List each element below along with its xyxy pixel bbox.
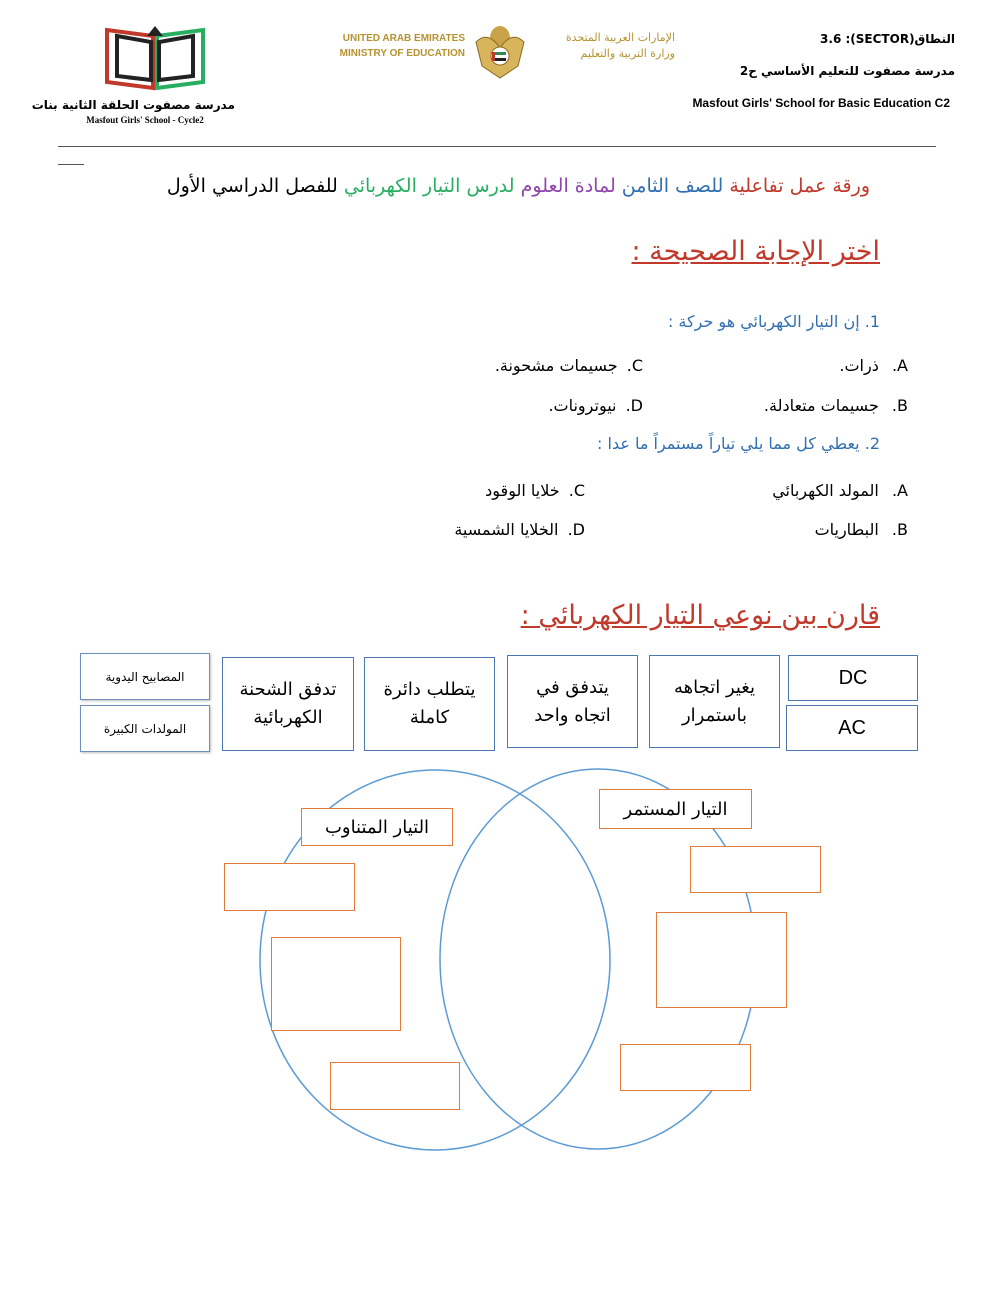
emblem-icon: [472, 20, 528, 82]
section1-heading: اختر الإجابة الصحيحة :: [631, 236, 880, 267]
q1-option-a[interactable]: [839, 356, 908, 375]
ministry-label-en: MINISTRY OF EDUCATION: [339, 48, 465, 59]
worksheet-title: [167, 175, 870, 197]
q1-option-d[interactable]: [548, 396, 643, 415]
drop-zone-alternating-3[interactable]: [330, 1062, 460, 1110]
direct-current-label: التيار المستمر: [599, 789, 752, 829]
q1-option-b[interactable]: [764, 396, 908, 415]
drop-zone-direct-1[interactable]: [690, 846, 821, 893]
title-part3: لمادة العلوم: [520, 175, 616, 197]
q2-option-d[interactable]: [454, 520, 585, 539]
card-closed-circuit[interactable]: يتطلب دائرة كاملة: [364, 657, 495, 751]
section2-heading: قارن بين نوعي التيار الكهربائي :: [520, 600, 880, 631]
card-generators[interactable]: المولدات الكبيرة: [80, 705, 210, 752]
card-changes-direction[interactable]: يغير اتجاهه باستمرار: [649, 655, 780, 748]
school-name-ar: مدرسة مصفوت للتعليم الأساسي ح2: [739, 64, 955, 78]
drop-zone-direct-3[interactable]: [620, 1044, 751, 1091]
option-text: الخلايا الشمسية: [454, 520, 559, 539]
title-part5: للفصل الدراسي الأول: [166, 175, 338, 197]
title-part1: ورقة عمل تفاعلية: [729, 175, 870, 197]
book-logo-icon: [95, 22, 215, 94]
card-dc[interactable]: DC: [788, 655, 918, 701]
uae-label-en: UNITED ARAB EMIRATES: [342, 33, 465, 44]
q2-option-b[interactable]: [815, 520, 908, 539]
drop-zone-alternating-1[interactable]: [224, 863, 355, 911]
drop-zone-direct-2[interactable]: [656, 912, 787, 1008]
header-divider-stub: [58, 164, 84, 165]
q2-option-a[interactable]: [772, 481, 908, 500]
logo-caption-ar: مدرسة مصفوت الحلقة الثانية بنات: [31, 98, 235, 112]
drop-zone-alternating-2[interactable]: [271, 937, 401, 1031]
option-text: جسيمات متعادلة.: [763, 396, 879, 415]
card-ac[interactable]: AC: [786, 705, 918, 751]
option-letter: C.: [626, 356, 643, 375]
question-2: 2. يعطي كل مما يلي تياراً مستمراً ما عدا :: [597, 434, 880, 453]
option-text: البطاريات: [814, 520, 879, 539]
title-part4: لدرس التيار الكهربائي: [343, 175, 515, 197]
logo-caption-en: Masfout Girls' School - Cycle2: [86, 115, 204, 125]
school-logo: [95, 22, 215, 94]
card-charge-flow[interactable]: تدفق الشحنة الكهربائية: [222, 657, 354, 751]
option-letter: D.: [625, 396, 643, 415]
option-letter: D.: [567, 520, 585, 539]
option-letter: B.: [891, 520, 908, 539]
option-text: المولد الكهربائي: [772, 481, 879, 500]
option-letter: B.: [891, 396, 908, 415]
q2-option-c[interactable]: [485, 481, 585, 500]
option-text: نيوترونات.: [548, 396, 617, 415]
option-text: جسيمات مشحونة.: [494, 356, 618, 375]
school-name-en: Masfout Girls' School for Basic Education C2: [692, 96, 950, 110]
sector-label: النطاق(SECTOR): 3.6: [820, 32, 955, 46]
card-one-direction[interactable]: يتدفق في اتجاه واحد: [507, 655, 638, 748]
option-letter: C.: [568, 481, 585, 500]
ministry-label-ar: وزارة التربية والتعليم: [580, 47, 675, 60]
option-letter: A.: [891, 356, 908, 375]
question-1: 1. إن التيار الكهربائي هو حركة :: [667, 312, 880, 331]
option-text: ذرات.: [839, 356, 879, 375]
alternating-current-label: التيار المتناوب: [301, 808, 453, 846]
q1-option-c[interactable]: [495, 356, 643, 375]
uae-label-ar: الإمارات العربية المتحدة: [565, 31, 675, 44]
header-divider: [58, 146, 936, 147]
card-flashlights[interactable]: المصابيح اليدوية: [80, 653, 210, 700]
option-text: خلايا الوقود: [485, 481, 560, 500]
title-part2: للصف الثامن: [621, 175, 724, 197]
option-letter: A.: [891, 481, 908, 500]
